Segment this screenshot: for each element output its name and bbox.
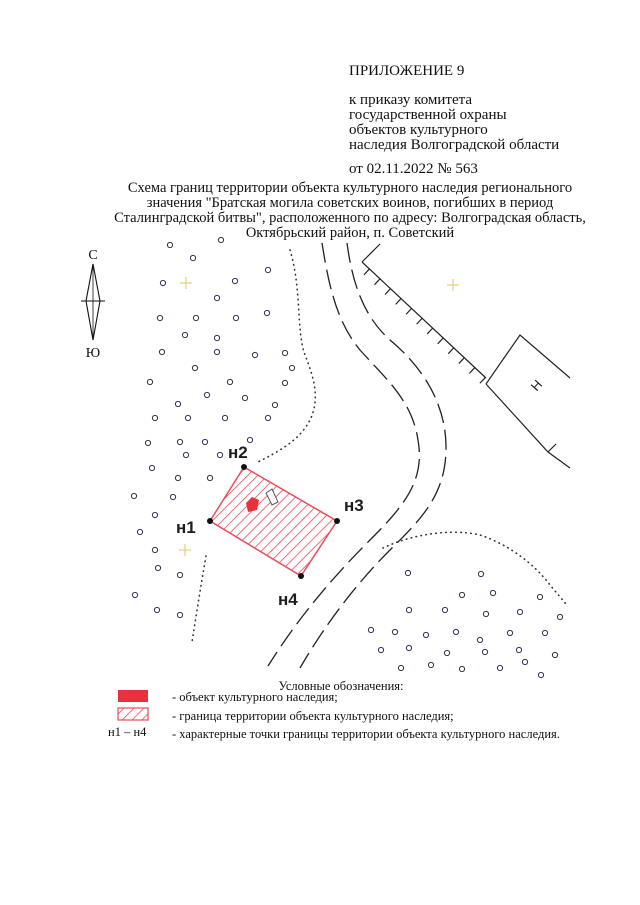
tree-symbol (214, 349, 219, 354)
tree-symbol (182, 332, 187, 337)
tree-symbol (149, 465, 154, 470)
tree-symbol (444, 650, 449, 655)
tree-symbol (272, 402, 277, 407)
tree-symbol (406, 607, 411, 612)
tree-symbol (167, 242, 172, 247)
fence (362, 244, 486, 383)
tree-symbol (159, 349, 164, 354)
fence-tick (480, 377, 485, 383)
tree-symbol (490, 590, 495, 595)
tree-symbol (214, 295, 219, 300)
legend-item: - характерные точки границы территории объекта культурного наследия. (172, 727, 560, 741)
point-n2 (241, 464, 247, 470)
territory-boundary (210, 467, 337, 576)
north-arrow (81, 248, 105, 361)
tree-symbol (477, 637, 482, 642)
tree-symbol (378, 647, 383, 652)
tree-symbol (405, 570, 410, 575)
tree-symbol (207, 475, 212, 480)
tree-symbol (423, 632, 428, 637)
tree-symbol (497, 665, 502, 670)
tree-symbol (428, 662, 433, 667)
tree-symbol (264, 310, 269, 315)
tree-symbol (282, 380, 287, 385)
tree-symbol (406, 645, 411, 650)
tree-symbol (289, 365, 294, 370)
point-label-n2: н2 (228, 443, 248, 462)
legend-item: - граница территории объекта культурного наследия; (172, 709, 454, 723)
tree-symbol (478, 571, 483, 576)
scheme-title-line: Схема границ территории объекта культурного наследия регионального (127, 180, 573, 196)
order-line: наследия Волгоградской области (349, 137, 560, 153)
tree-symbol (155, 565, 160, 570)
south-label: Ю (85, 346, 101, 361)
tree-symbol (177, 572, 182, 577)
tree-symbol (537, 594, 542, 599)
woodland-boundary (192, 250, 566, 642)
tree-symbol (247, 437, 252, 442)
tree-symbol (218, 237, 223, 242)
point-label-n3: н3 (344, 496, 364, 515)
point-n1 (207, 518, 213, 524)
order-line: государственной охраны (349, 107, 507, 123)
building-label: Н (527, 376, 546, 394)
appendix-number: ПРИЛОЖЕНИЕ 9 (349, 63, 465, 79)
tree-symbol (517, 609, 522, 614)
tree-symbol (282, 350, 287, 355)
tree-symbol (232, 278, 237, 283)
tree-symbol (160, 280, 165, 285)
tree-symbol (147, 379, 152, 384)
tree-symbol (131, 493, 136, 498)
tree-symbol (154, 607, 159, 612)
tree-symbol (538, 672, 543, 677)
point-label-n1: н1 (176, 518, 196, 537)
tree-symbol (170, 494, 175, 499)
tree-symbol (193, 315, 198, 320)
point-n3 (334, 518, 340, 524)
tree-symbol (227, 379, 232, 384)
fence-tick (364, 269, 369, 275)
tree-symbol (459, 666, 464, 671)
tree-symbol (157, 315, 162, 320)
legend-points-symbol: н1 – н4 (108, 725, 147, 739)
legend-heading: Условные обозначения: (278, 679, 404, 693)
legend-territory-symbol (118, 708, 148, 720)
tree-symbol (177, 612, 182, 617)
fence-tick (396, 299, 401, 305)
fence-tick (469, 368, 474, 374)
tree-symbol (265, 415, 270, 420)
fence-tick (417, 318, 422, 324)
tree-symbol (202, 439, 207, 444)
tree-symbol (265, 267, 270, 272)
tree-symbol (516, 647, 521, 652)
order-date: от 02.11.2022 № 563 (349, 161, 478, 177)
fence-tick (427, 328, 432, 334)
tree-symbol (137, 529, 142, 534)
legend-heritage-symbol (118, 690, 148, 702)
tree-symbol (453, 629, 458, 634)
tree-symbol (557, 614, 562, 619)
point-n4 (298, 573, 304, 579)
tree-symbol (152, 512, 157, 517)
tree-symbol (368, 627, 373, 632)
tree-symbol (185, 415, 190, 420)
tree-symbol (522, 659, 527, 664)
tree-symbol (204, 392, 209, 397)
tree-symbol (217, 452, 222, 457)
tree-symbol (242, 395, 247, 400)
woodland-area (131, 237, 562, 677)
fence-tick (448, 348, 453, 354)
tree-symbol (252, 352, 257, 357)
north-label: С (88, 248, 98, 263)
tree-symbol (214, 335, 219, 340)
building (486, 335, 570, 468)
tree-symbol (177, 439, 182, 444)
legend-item: - объект культурного наследия; (172, 690, 338, 704)
scheme-title-line: Сталинградской битвы", расположенного по адресу: Волгоградская область, (114, 210, 586, 226)
fence-tick (375, 279, 380, 285)
tree-symbol (132, 592, 137, 597)
fence-tick (459, 358, 464, 364)
order-line: объектов культурного (349, 122, 488, 138)
tree-symbol (152, 547, 157, 552)
order-line: к приказу комитета (349, 92, 473, 108)
scheme-title-line: значения "Братская могила советских воинов, погибших в период (146, 195, 554, 211)
tree-symbol (483, 611, 488, 616)
tree-symbol (542, 630, 547, 635)
tree-symbol (175, 475, 180, 480)
point-label-n4: н4 (278, 590, 298, 609)
fence-tick (385, 289, 390, 295)
fence-tick (438, 338, 443, 344)
tree-symbol (552, 652, 557, 657)
tree-symbol (183, 452, 188, 457)
tree-symbol (175, 401, 180, 406)
tree-symbol (392, 629, 397, 634)
tree-symbol (442, 607, 447, 612)
tree-symbol (398, 665, 403, 670)
tree-symbol (222, 415, 227, 420)
tree-symbol (190, 255, 195, 260)
tree-symbol (145, 440, 150, 445)
fence-tick (406, 308, 411, 314)
tree-symbol (233, 315, 238, 320)
tree-symbol (192, 365, 197, 370)
tree-symbol (507, 630, 512, 635)
tree-symbol (459, 592, 464, 597)
tree-symbol (482, 649, 487, 654)
tree-symbol (152, 415, 157, 420)
scheme-title-line: Октябрьский район, п. Советский (245, 225, 455, 241)
